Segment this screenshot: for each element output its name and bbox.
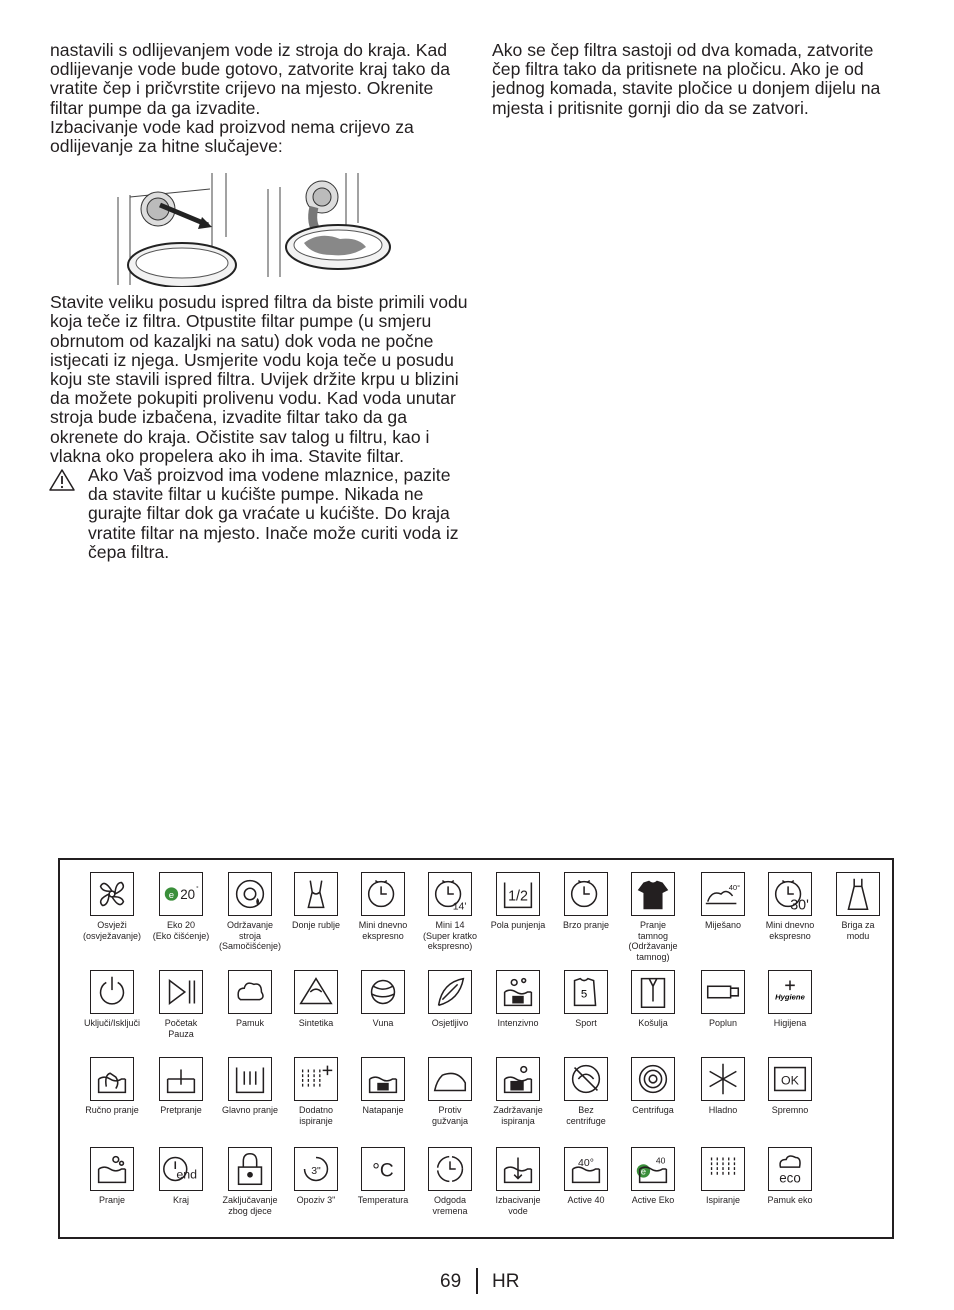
symbol-prewash xyxy=(141,1057,221,1116)
power-icon xyxy=(90,970,134,1014)
temperature-icon xyxy=(361,1147,405,1191)
svg-text:20: 20 xyxy=(180,886,196,902)
left-paragraph-2: Izbacivanje vode kad proizvod nema crijevo za odlijevanje za hitne slučajeve: xyxy=(50,116,414,157)
symbol-label: Zadržavanje ispiranja xyxy=(493,1105,543,1126)
duvet-icon xyxy=(701,970,745,1014)
symbol-label: Hladno xyxy=(708,1105,738,1115)
clock-icon xyxy=(564,872,608,916)
symbol-label: Temperatura xyxy=(357,1195,409,1205)
symbol-label: Briga za modu xyxy=(841,920,875,941)
recall-icon xyxy=(294,1147,338,1191)
iron-icon xyxy=(428,1057,472,1101)
svg-text:e: e xyxy=(640,1166,647,1178)
symbol-label: Sport xyxy=(575,1018,597,1028)
symbol-label: Spremno xyxy=(771,1105,809,1115)
symbol-label: Bez centrifuge xyxy=(566,1105,606,1126)
symbol-label: Higijena xyxy=(773,1018,807,1028)
symbol-label: Kraj xyxy=(172,1195,189,1205)
symbol-label: Donje rublje xyxy=(291,920,341,930)
right-paragraph-1: Ako se čep filtra sastoji od dva komada, zatvorite čep filtra tako da pritisnete na pločicu. Ako je od jednog komada, stavite pločice u donjem dijelu na mjesta i pritisnite gornji dio da se zatvori. xyxy=(492,40,881,118)
svg-text:40°: 40° xyxy=(728,883,741,893)
symbol-eco-20 xyxy=(141,872,221,941)
eco-20-icon xyxy=(159,872,203,916)
symbol-label: Eko 20 (Eko čišćenje) xyxy=(152,920,210,941)
filter-open-illustration xyxy=(116,167,252,287)
symbol-label: Zaključavanje zbog djece xyxy=(222,1195,278,1216)
symbol-label: Pretpranje xyxy=(160,1105,202,1115)
warning-block xyxy=(50,466,470,562)
symbol-label: Miješano xyxy=(704,920,742,930)
dark-tshirt-icon xyxy=(631,872,675,916)
svg-text:30': 30' xyxy=(790,897,809,914)
symbol-label: Sintetika xyxy=(298,1018,334,1028)
ok-icon xyxy=(768,1057,812,1101)
symbol-fan xyxy=(72,872,152,941)
symbol-label: Poplun xyxy=(708,1018,738,1028)
shirt-icon xyxy=(631,970,675,1014)
svg-text:14': 14' xyxy=(452,900,467,913)
symbol-label: Ručno pranje xyxy=(85,1105,139,1115)
symbol-wash xyxy=(72,1147,152,1206)
wash-icon xyxy=(90,1147,134,1191)
symbol-shirt xyxy=(613,970,693,1029)
symbol-label: Pranje tamnog (Održavanje tamnog) xyxy=(628,920,678,962)
left-column xyxy=(50,41,470,562)
left-paragraph-1: nastavili s odlijevanjem vode iz stroja do kraja. Kad odlijevanje vode bude gotovo, zatvorite kraj tako da vratite čep i pričvrstite crijevo na mjesto. Okrenite filtar pumpe da ga izvadite. xyxy=(50,40,451,118)
warning-text: Ako Vaš proizvod ima vodene mlaznice, pazite da stavite filtar u kućište pumpe. Nikada ne gurajte filtar dok ga vraćate u kućište. Do kraja vratite filtar na mjesto. Inače može curiti voda iz čepa filtra. xyxy=(88,465,459,562)
rinse-hold-icon xyxy=(496,1057,540,1101)
cotton-icon xyxy=(228,970,272,1014)
intensive-icon xyxy=(496,970,540,1014)
drain-illustrations xyxy=(116,167,470,287)
fan-icon xyxy=(90,872,134,916)
svg-text:°: ° xyxy=(196,886,199,893)
symbol-label: Mini dnevno ekspresno xyxy=(765,920,815,941)
symbol-label: Mini 14 (Super kratko ekspresno) xyxy=(422,920,478,951)
svg-text:e: e xyxy=(168,889,175,901)
symbol-label: Pamuk eko xyxy=(767,1195,813,1205)
symbol-label: Košulja xyxy=(638,1018,668,1028)
delay-icon xyxy=(428,1147,472,1191)
svg-text:3": 3" xyxy=(311,1164,321,1177)
symbol-label: Osjetljivo xyxy=(431,1018,469,1028)
drum-clean-icon xyxy=(228,872,272,916)
soak-icon xyxy=(361,1057,405,1101)
spin-icon xyxy=(631,1057,675,1101)
language-code: HR xyxy=(492,1271,520,1292)
wool-icon xyxy=(361,970,405,1014)
page-number: 69 xyxy=(440,1271,462,1292)
symbol-label: Brzo pranje xyxy=(562,920,610,930)
symbol-legend-box xyxy=(58,858,894,1239)
symbol-label: Pola punjenja xyxy=(490,920,546,930)
svg-text:1/2: 1/2 xyxy=(508,888,528,905)
clock-14-icon xyxy=(428,872,472,916)
mixed-40-icon xyxy=(701,872,745,916)
symbol-label: Izbacivanje vode xyxy=(495,1195,541,1216)
active-eco-icon xyxy=(631,1147,675,1191)
svg-text:°C: °C xyxy=(372,1160,394,1182)
cotton-eco-icon xyxy=(768,1147,812,1191)
left-paragraph-3: Stavite veliku posudu ispred filtra da biste primili vodu koja teče iz filtra. Otpustite filtar pumpe (u smjeru obrnutom od kazaljki na satu) dok voda ne počne istjecati iz njega. Usmjerite vodu koja teče u posudu koju ste stavili ispred filtra. Uvijek držite krpu u blizini da možete pokupiti prolivenu vodu. Kad voda unutar stroja bude izbačena, izvadite filtar tako da ga okrenete do kraja. Očistite sav talog u filtru, kao i vlakna oko propelera ako ih ima. Stavite filtar. xyxy=(50,292,468,466)
symbol-label: Centrifuga xyxy=(632,1105,674,1115)
symbol-label: Održavanje stroja (Samočišćenje) xyxy=(218,920,282,951)
symbol-label: Opoziv 3" xyxy=(296,1195,336,1205)
hand-wash-icon xyxy=(90,1057,134,1101)
symbol-label: Natapanje xyxy=(362,1105,404,1115)
active-40-icon xyxy=(564,1147,608,1191)
main-wash-icon xyxy=(228,1057,272,1101)
symbol-label: Intenzivno xyxy=(497,1018,539,1028)
svg-text:end: end xyxy=(176,1167,198,1182)
symbol-label: Pranje xyxy=(98,1195,125,1205)
symbol-label: Mini dnevno ekspresno xyxy=(358,920,408,941)
symbol-label: Odgoda vremena xyxy=(432,1195,468,1216)
symbol-dress xyxy=(818,872,898,941)
no-spin-icon xyxy=(564,1057,608,1101)
symbol-label: Active 40 xyxy=(567,1195,605,1205)
right-column xyxy=(492,41,902,118)
clock-30-icon xyxy=(768,872,812,916)
symbol-active-eco xyxy=(613,1147,693,1206)
symbol-label: Protiv gužvanja xyxy=(431,1105,469,1126)
half-load-icon xyxy=(496,872,540,916)
symbol-label: Vuna xyxy=(372,1018,394,1028)
end-icon xyxy=(159,1147,203,1191)
symbol-label: Active Eko xyxy=(631,1195,675,1205)
symbol-label: Pamuk xyxy=(235,1018,264,1028)
extra-rinse-icon xyxy=(294,1057,338,1101)
symbol-label: Uključi/Isključi xyxy=(83,1018,140,1028)
symbol-end xyxy=(141,1147,221,1206)
sport-icon xyxy=(564,970,608,1014)
drain-icon xyxy=(496,1147,540,1191)
clock-icon xyxy=(361,872,405,916)
symbol-play-pause xyxy=(141,970,221,1039)
symbol-label: Ispiranje xyxy=(705,1195,741,1205)
snowflake-icon xyxy=(701,1057,745,1101)
svg-text:40°: 40° xyxy=(578,1157,594,1170)
hygiene-icon xyxy=(768,970,812,1014)
symbol-hand-wash xyxy=(72,1057,152,1116)
warning-icon xyxy=(48,468,76,492)
symbol-dark-tshirt xyxy=(613,872,693,962)
symbol-ok xyxy=(750,1057,830,1116)
prewash-icon xyxy=(159,1057,203,1101)
synthetic-icon xyxy=(294,970,338,1014)
footer-divider xyxy=(476,1268,478,1294)
feather-icon xyxy=(428,970,472,1014)
lingerie-icon xyxy=(294,872,338,916)
symbol-label: Dodatno ispiranje xyxy=(298,1105,334,1126)
svg-text:40: 40 xyxy=(655,1155,666,1166)
rinse-icon xyxy=(701,1147,745,1191)
symbol-label: Osvježi (osvježavanje) xyxy=(82,920,142,941)
svg-text:OK: OK xyxy=(781,1073,799,1088)
svg-text:eco: eco xyxy=(779,1170,801,1186)
filter-drain-illustration xyxy=(262,167,398,287)
symbol-label: Glavno pranje xyxy=(221,1105,279,1115)
symbol-label: Početak Pauza xyxy=(164,1018,198,1039)
symbol-spin xyxy=(613,1057,693,1116)
svg-text:Hygiene: Hygiene xyxy=(775,992,805,1002)
symbol-cotton-eco xyxy=(750,1147,830,1206)
child-lock-icon xyxy=(228,1147,272,1191)
dress-icon xyxy=(836,872,880,916)
svg-text:5: 5 xyxy=(580,988,588,1001)
play-pause-icon xyxy=(159,970,203,1014)
page-footer xyxy=(430,1268,550,1298)
symbol-power xyxy=(72,970,152,1029)
symbol-hygiene xyxy=(750,970,830,1029)
